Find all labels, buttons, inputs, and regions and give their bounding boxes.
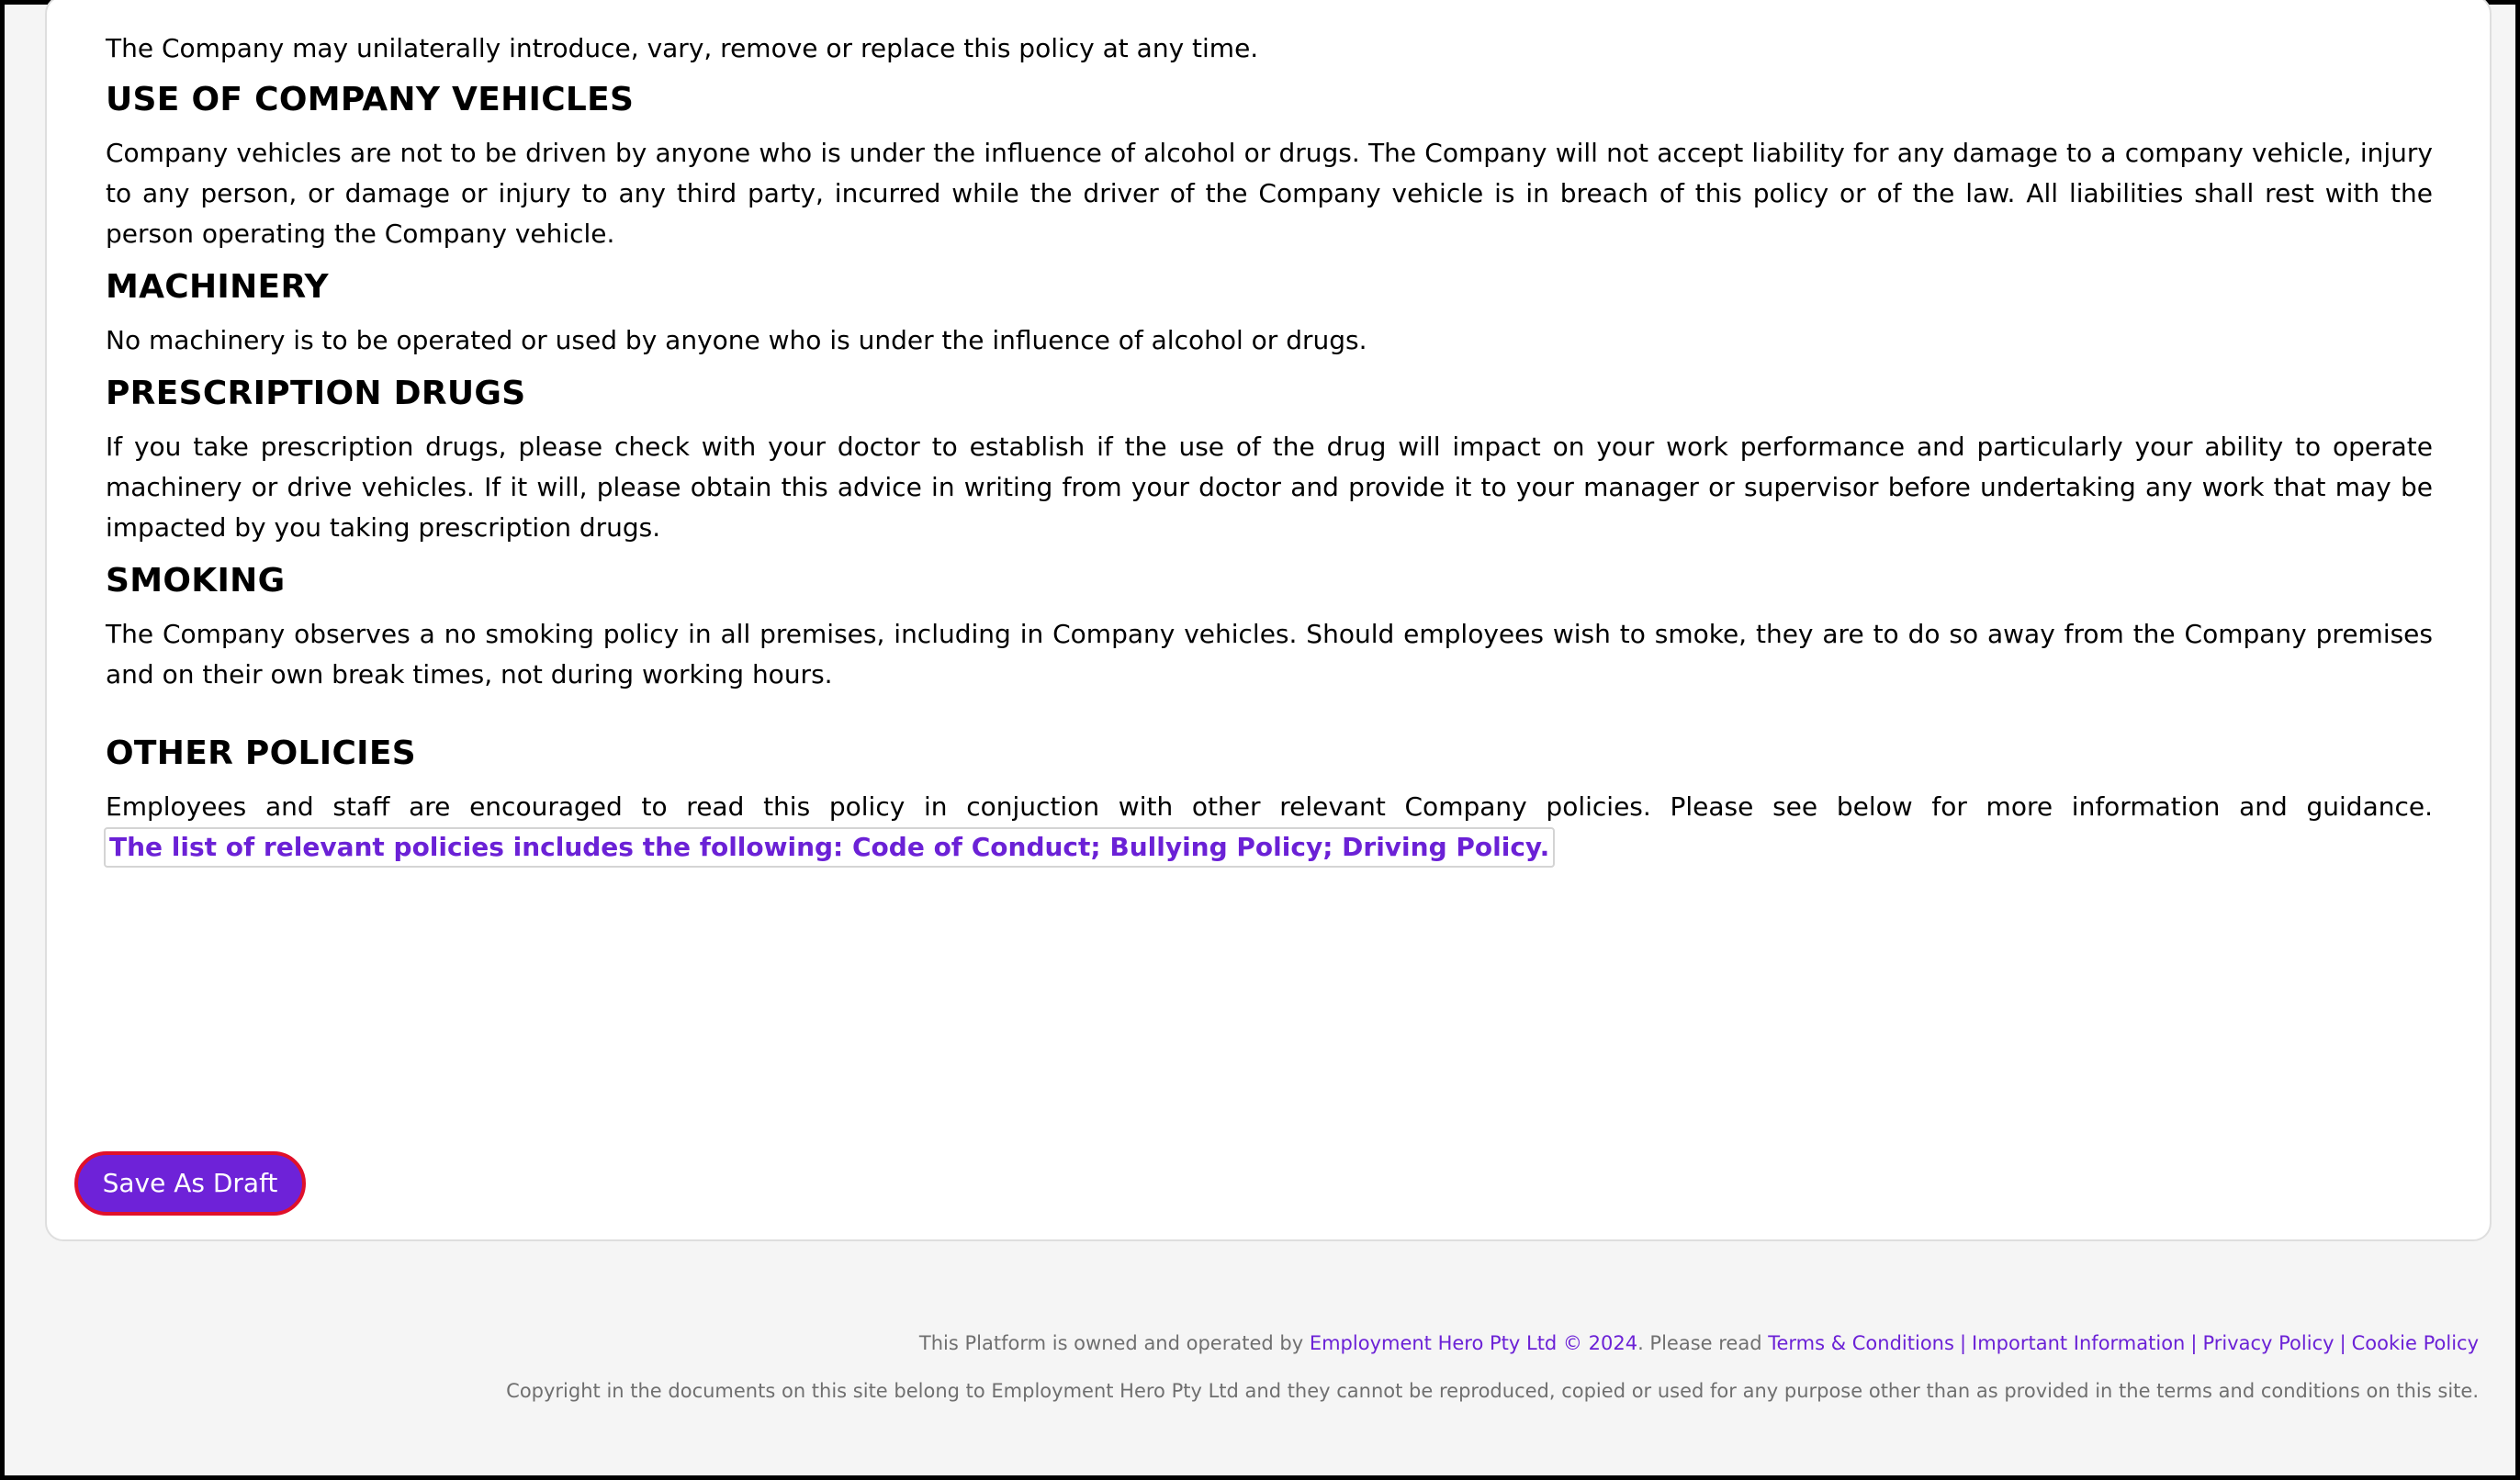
- footer-separator: |: [2190, 1332, 2198, 1354]
- body-smoking: The Company observes a no smoking policy in all premises, including in Company vehicles. Should employees wish to smoke, they are to do so away from the Company premises and on their own break times, not during working hours.: [106, 619, 2433, 690]
- privacy-policy-link[interactable]: Privacy Policy: [2202, 1332, 2334, 1354]
- body-machinery: No machinery is to be operated or used by anyone who is under the influence of alcohol or drugs.: [106, 325, 1367, 355]
- footer-please-read: . Please read: [1637, 1332, 1769, 1354]
- footer-ownership-line: [506, 1319, 2479, 1367]
- cookie-policy-link[interactable]: Cookie Policy: [2351, 1332, 2479, 1354]
- relevant-policies-highlight[interactable]: The list of relevant policies includes the following: Code of Conduct; Bullying Policy; Driving Policy.: [104, 827, 1555, 868]
- heading-smoking: SMOKING: [106, 562, 286, 600]
- important-information-link[interactable]: Important Information: [1972, 1332, 2186, 1354]
- employment-hero-link[interactable]: Employment Hero Pty Ltd © 2024: [1309, 1332, 1638, 1354]
- page-footer: [506, 1319, 2479, 1415]
- body-prescription-drugs: If you take prescription drugs, please check with your doctor to establish if the use of the drug will impact on your work performance and particularly your ability to operate machinery or drive vehicles. If it will, please obtain this advice in writing from your doctor and provide it to your manager or supervisor before undertaking any work that may be impacted by you taking prescription drugs.: [106, 432, 2433, 543]
- body-company-vehicles: Company vehicles are not to be driven by anyone who is under the influence of alcohol or drugs. The Company will not accept liability for any damage to a company vehicle, injury to any person, or damage or injury to any third party, incurred while the driver of the Company vehicle is in breach of this policy or of the law. All liabilities shall rest with the person operating the Company vehicle.: [106, 138, 2433, 249]
- save-as-draft-button[interactable]: Save As Draft: [74, 1151, 306, 1216]
- footer-owned-text: This Platform is owned and operated by: [918, 1332, 1310, 1354]
- heading-other-policies: OTHER POLICIES: [106, 734, 416, 772]
- heading-company-vehicles: USE OF COMPANY VEHICLES: [106, 81, 635, 118]
- footer-separator: |: [2339, 1332, 2346, 1354]
- footer-copyright: Copyright in the documents on this site belong to Employment Hero Pty Ltd and they cannot be reproduced, copied or used for any purpose other than as provided in the terms and conditions on this site.: [506, 1380, 2479, 1402]
- policy-card: [45, 0, 2492, 1241]
- other-policies-text: Employees and staff are encouraged to read this policy in conjuction with other relevant Company policies. Please see below for more information and guidance.: [106, 791, 2433, 822]
- body-other-policies: [106, 787, 2433, 868]
- policy-intro: The Company may unilaterally introduce, vary, remove or replace this policy at any time.: [106, 33, 1259, 63]
- terms-conditions-link[interactable]: Terms & Conditions: [1768, 1332, 1954, 1354]
- footer-separator: |: [1959, 1332, 1967, 1354]
- heading-prescription-drugs: PRESCRIPTION DRUGS: [106, 375, 526, 412]
- policy-content: [106, 28, 2433, 868]
- heading-machinery: MACHINERY: [106, 268, 329, 306]
